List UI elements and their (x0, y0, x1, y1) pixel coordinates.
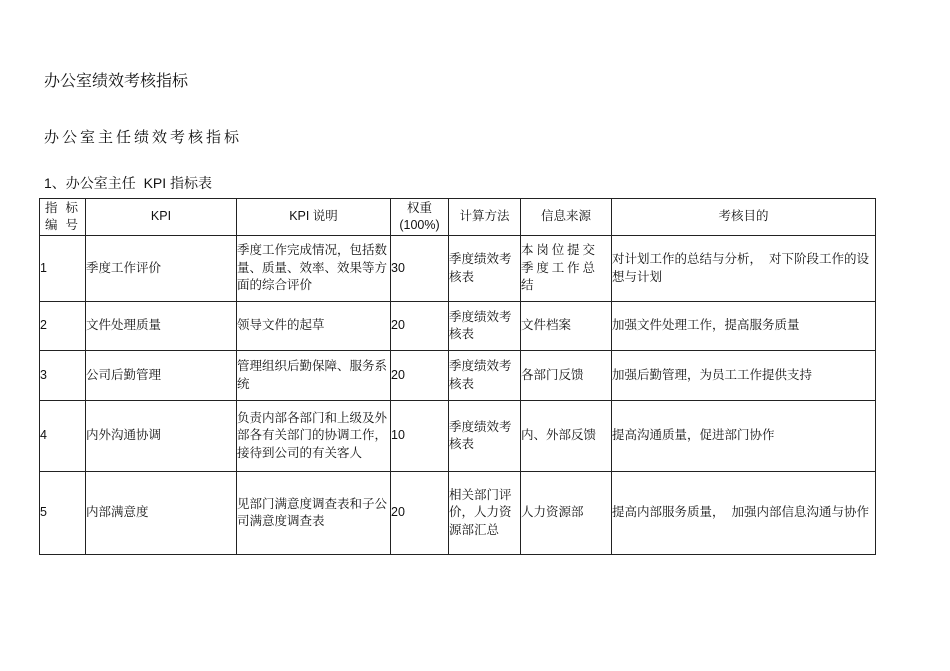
info-source: 内、外部反馈 (521, 401, 612, 472)
calc-method: 相关部门评价，人力资源部汇总 (449, 472, 521, 555)
assessment-purpose: 提高沟通质量，促进部门协作 (612, 401, 876, 472)
row-no: 2 (40, 302, 86, 351)
kpi-name: 公司后勤管理 (86, 351, 237, 401)
kpi-description: 管理组织后勤保障、服务系统 (237, 351, 391, 401)
assessment-purpose: 对计划工作的总结与分析， 对下阶段工作的设想与计划 (612, 236, 876, 302)
header-no: 指 标 编 号 (40, 199, 86, 236)
row-no: 4 (40, 401, 86, 472)
assessment-purpose: 加强文件处理工作，提高服务质量 (612, 302, 876, 351)
table-header-row (40, 199, 876, 236)
row-no: 1 (40, 236, 86, 302)
info-source: 文件档案 (521, 302, 612, 351)
kpi-weight: 20 (391, 472, 449, 555)
table-caption: 1、办公室主任 KPI 指标表 (44, 175, 213, 191)
info-source: 人力资源部 (521, 472, 612, 555)
kpi-name: 文件处理质量 (86, 302, 237, 351)
kpi-weight: 10 (391, 401, 449, 472)
row-no: 3 (40, 351, 86, 401)
header-source: 信息来源 (521, 199, 612, 236)
header-purpose: 考核目的 (612, 199, 876, 236)
calc-method: 季度绩效考核表 (449, 302, 521, 351)
table-row (40, 472, 876, 555)
kpi-name: 内部满意度 (86, 472, 237, 555)
calc-method: 季度绩效考核表 (449, 401, 521, 472)
kpi-weight: 20 (391, 302, 449, 351)
info-source: 本岗位提交季度工作总结 (521, 243, 595, 293)
document-title: 办公室绩效考核指标 (44, 73, 189, 90)
table-row (40, 236, 876, 302)
header-kpi: KPI (86, 199, 237, 236)
calc-method: 季度绩效考核表 (449, 236, 521, 302)
row-no: 5 (40, 472, 86, 555)
document-subtitle: 办公室主任绩效考核指标 (44, 129, 243, 146)
kpi-name: 季度工作评价 (86, 236, 237, 302)
kpi-table (39, 198, 876, 555)
kpi-weight: 30 (391, 236, 449, 302)
table-row (40, 302, 876, 351)
calc-method: 季度绩效考核表 (449, 351, 521, 401)
kpi-description: 领导文件的起草 (237, 302, 391, 351)
kpi-name: 内外沟通协调 (86, 401, 237, 472)
header-description: KPI 说明 (237, 199, 391, 236)
kpi-description: 季度工作完成情况，包括数量、质量、效率、效果等方面的综合评价 (237, 236, 391, 302)
kpi-description: 见部门满意度调查表和子公司满意度调查表 (237, 472, 391, 555)
kpi-description: 负责内部各部门和上级及外部各有关部门的协调工作，接待到公司的有关客人 (237, 401, 391, 472)
table-row (40, 351, 876, 401)
assessment-purpose: 提高内部服务质量， 加强内部信息沟通与协作 (612, 472, 876, 555)
info-source-cell (521, 236, 612, 302)
info-source: 各部门反馈 (521, 351, 612, 401)
header-method: 计算方法 (449, 199, 521, 236)
kpi-weight: 20 (391, 351, 449, 401)
header-weight: 权重 (100%) (391, 199, 449, 236)
table-row (40, 401, 876, 472)
assessment-purpose: 加强后勤管理，为员工工作提供支持 (612, 351, 876, 401)
